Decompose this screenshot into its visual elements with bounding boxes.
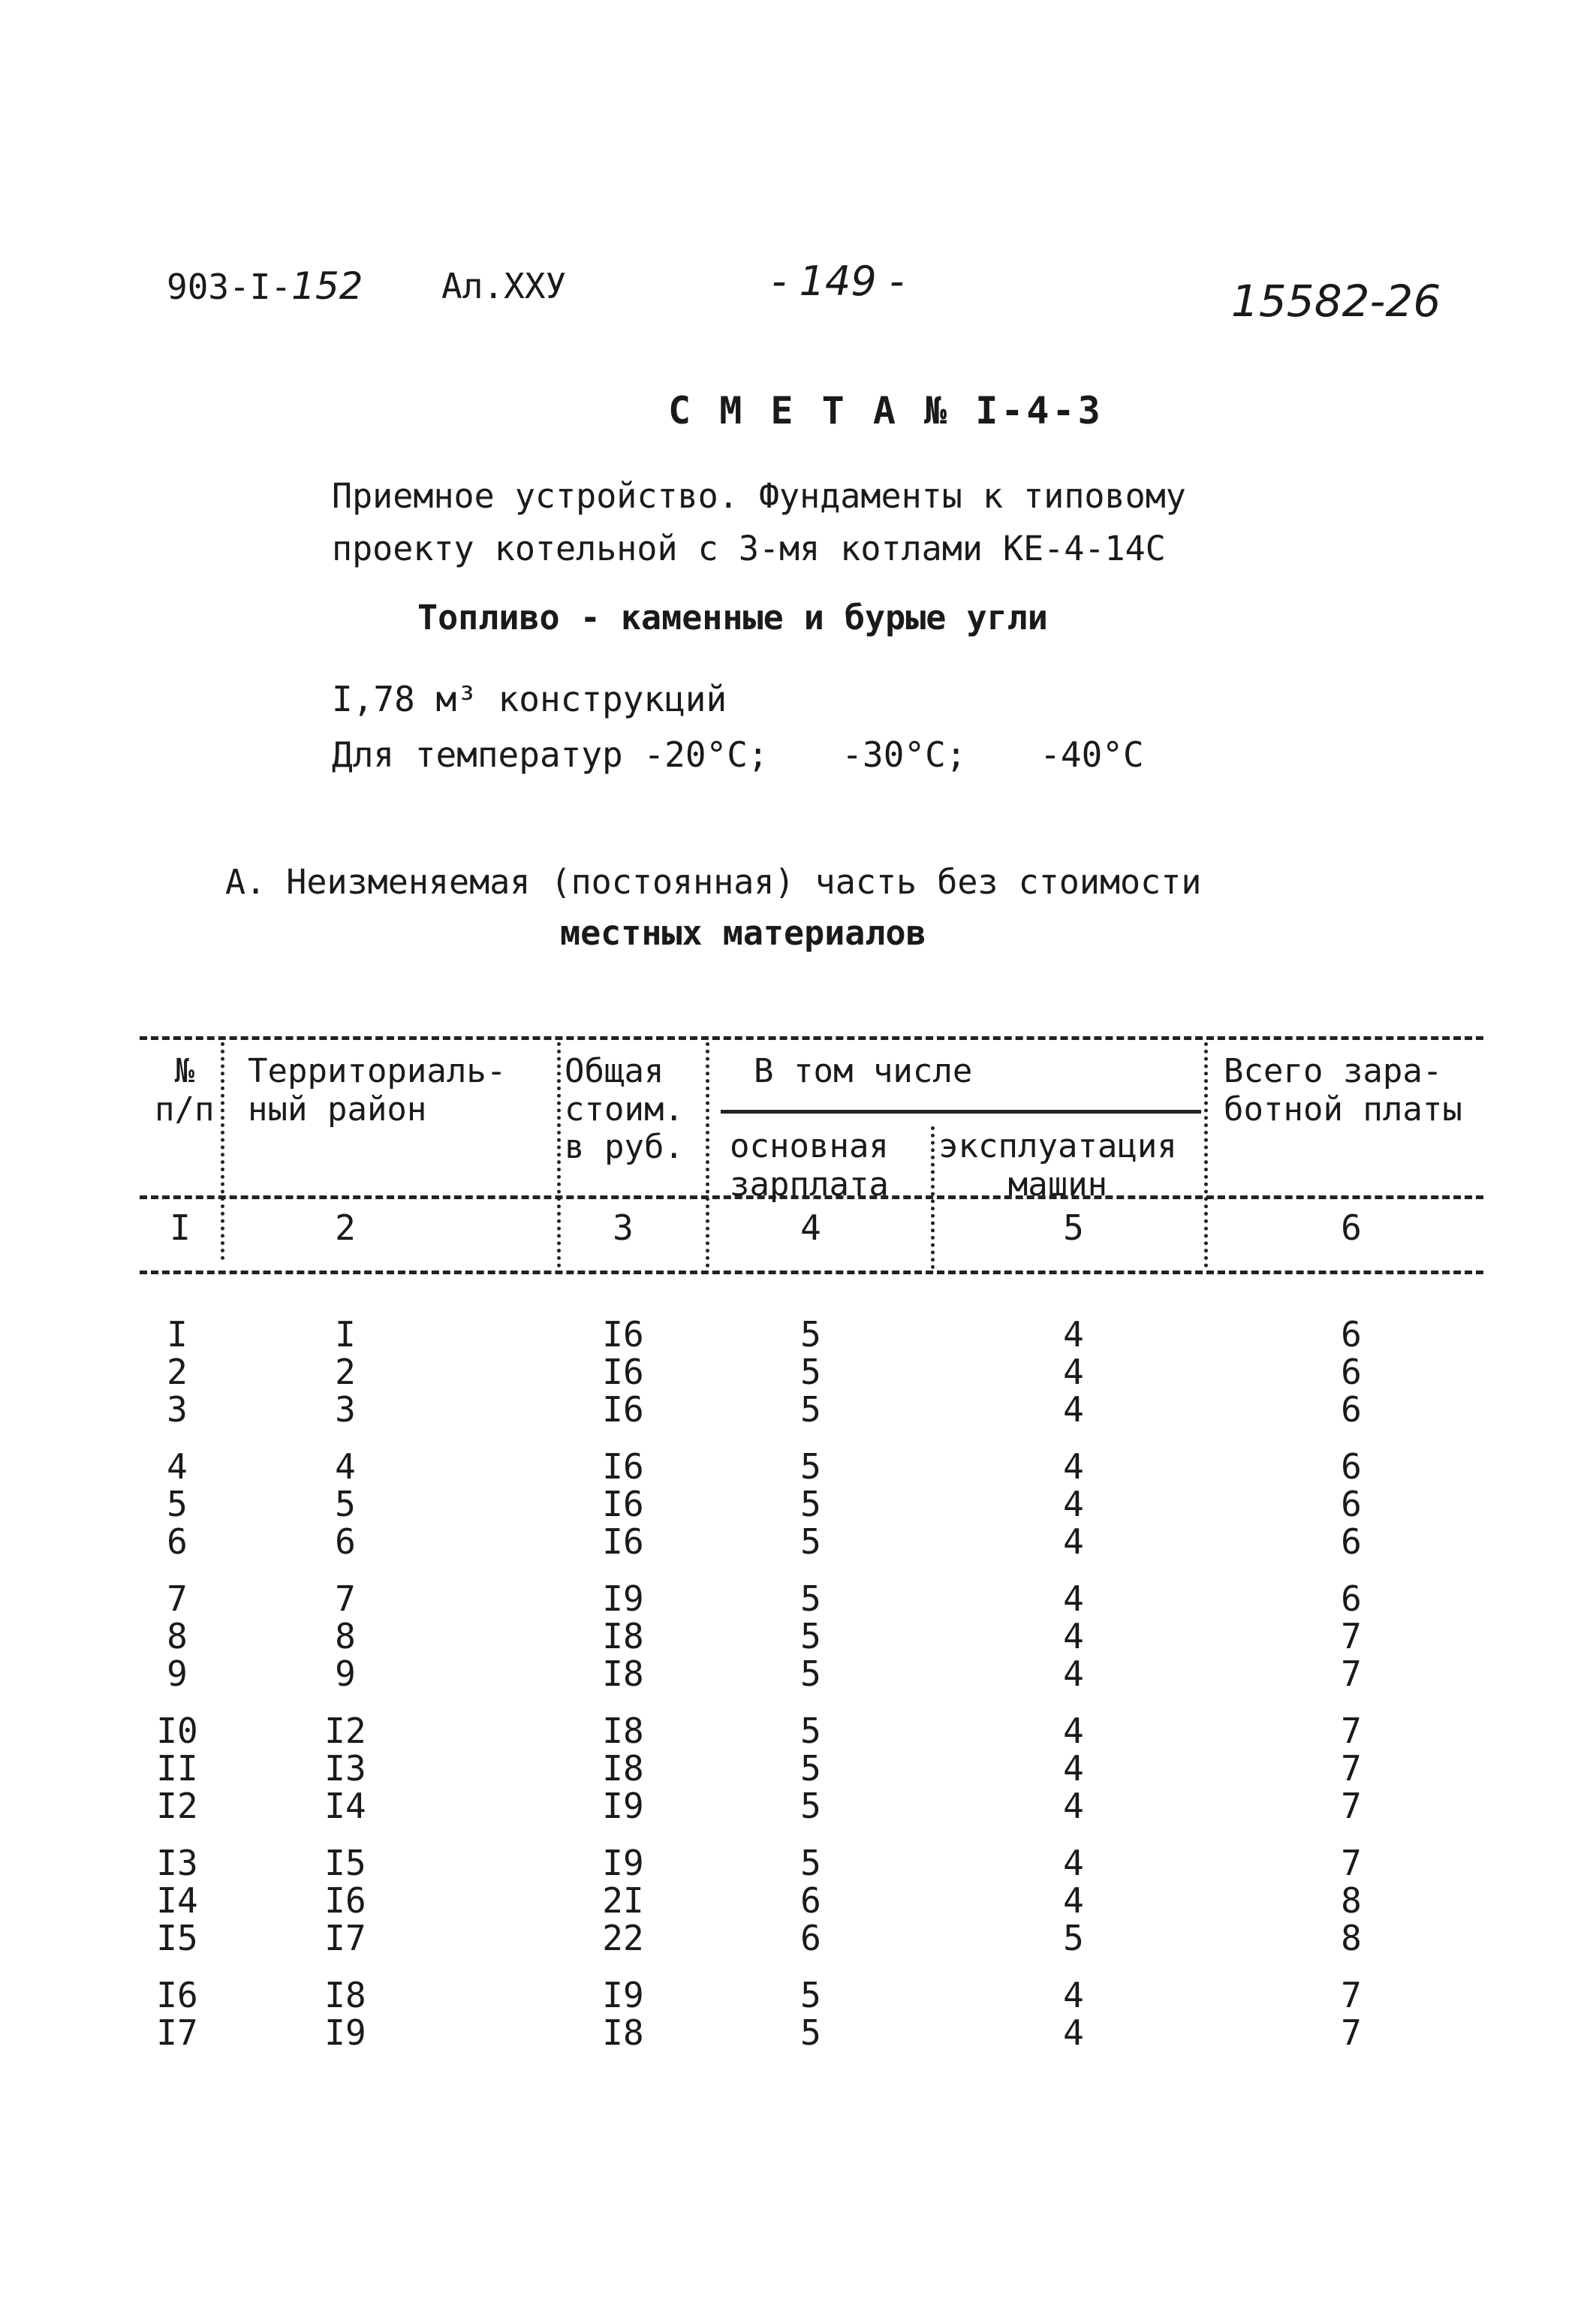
table-cell: 5 [800,1314,821,1355]
header-code [167,264,363,308]
table-cell: I8 [602,1653,644,1694]
page-number: - 149 - [772,258,905,305]
column-number-4: 4 [800,1207,821,1248]
table-cell: 4 [1063,1616,1084,1656]
table-cell: 7 [167,1578,188,1619]
estimate-title: С М Е Т А № I-4-3 [668,389,1104,433]
header-total-cost-line-3: в руб. [565,1128,684,1167]
table-cell: I8 [602,2012,644,2053]
table-cell: 9 [335,1653,356,1694]
header-total-salary [1224,1053,1462,1129]
table-cell: 7 [1341,1748,1362,1789]
table-cell: 7 [1341,1653,1362,1694]
col-sep-5 [1204,1042,1208,1268]
table-cell: I6 [602,1446,644,1487]
table-cell: 2 [167,1352,188,1392]
table-cell: 3 [335,1389,356,1430]
header-machine-operation-line-1: эксплуатация [938,1127,1177,1165]
header-col-number [155,1053,214,1129]
table-cell: 5 [1063,1918,1084,1958]
table-cell: 6 [1341,1314,1362,1355]
table-cell: 4 [1063,1653,1084,1694]
header-code-handwritten: 152 [291,264,363,308]
table-cell: I7 [156,2012,198,2053]
table-cell: I3 [324,1748,366,1789]
header-total-cost-line-2: стоим. [565,1090,684,1129]
table-cell: II [156,1748,198,1789]
header-base-salary [730,1128,889,1204]
column-numbers-rule [140,1271,1483,1274]
table-cell: I9 [602,1578,644,1619]
table-cell: 9 [167,1653,188,1694]
table-cell: I [167,1314,188,1355]
table-cell: 5 [800,2012,821,2053]
header-code-typed: 903-I- [167,267,292,307]
table-cell: 7 [1341,1843,1362,1883]
table-cell: 8 [167,1616,188,1656]
table-cell: 5 [800,1521,821,1562]
table-cell: 6 [800,1880,821,1921]
table-cell: 4 [1063,1446,1084,1487]
table-cell: I2 [156,1786,198,1826]
table-cell: 4 [1063,1786,1084,1826]
table-cell: I4 [324,1786,366,1826]
header-territory [248,1053,506,1129]
table-cell: 3 [167,1389,188,1430]
table-cell: I9 [602,1843,644,1883]
col-sep-2 [557,1042,561,1268]
table-cell: 5 [800,1748,821,1789]
table-cell: 4 [1063,1880,1084,1921]
table-cell: 7 [1341,1975,1362,2015]
group-header-rule [721,1110,1201,1114]
table-cell: 8 [1341,1880,1362,1921]
table-cell: 7 [1341,1786,1362,1826]
col-sep-3 [706,1042,709,1268]
table-cell: I6 [602,1389,644,1430]
column-number-3: 3 [613,1207,634,1248]
table-cell: 4 [1063,1578,1084,1619]
table-cell: I8 [324,1975,366,2015]
table-cell: I6 [324,1880,366,1921]
table-cell: 5 [800,1389,821,1430]
table-cell: 6 [167,1521,188,1562]
table-cell: 6 [335,1521,356,1562]
table-cell: I6 [602,1352,644,1392]
table-cell: 6 [1341,1578,1362,1619]
table-cell: 7 [1341,1616,1362,1656]
table-cell: 4 [1063,1748,1084,1789]
header-territory-line-1: Территориаль- [248,1052,507,1090]
col-sep-4 [931,1126,935,1269]
column-number-6: 6 [1341,1207,1362,1248]
header-total-cost [565,1053,684,1167]
table-cell: I9 [602,1786,644,1826]
table-cell: 5 [800,1786,821,1826]
header-col-number-line-1: № [174,1052,194,1090]
header-territory-line-2: ный район [248,1090,427,1129]
table-cell: 6 [1341,1484,1362,1524]
table-cell: 6 [800,1918,821,1958]
table-cell: I6 [602,1484,644,1524]
header-total-cost-line-1: Общая [565,1052,664,1090]
table-cell: 5 [800,1578,821,1619]
table-cell: 6 [1341,1352,1362,1392]
table-cell: 4 [1063,1389,1084,1430]
table-cell: 4 [1063,1484,1084,1524]
table-cell: 4 [1063,1521,1084,1562]
table-cell: I6 [156,1975,198,2015]
table-cell: I8 [602,1616,644,1656]
table-cell: I6 [602,1521,644,1562]
table-cell: I4 [156,1880,198,1921]
table-cell: 4 [1063,1352,1084,1392]
table-cell: 4 [167,1446,188,1487]
temperature-1: -20°С; [643,734,769,775]
table-cell: I5 [324,1843,366,1883]
header-base-salary-line-1: основная [730,1127,889,1165]
temperature-2: -30°С; [842,734,967,775]
header-machine-operation [938,1128,1177,1204]
volume-line: I,78 м³ конструкций [332,679,727,719]
table-cell: 4 [1063,1975,1084,2015]
table-top-rule [140,1036,1483,1040]
table-cell: 5 [800,1446,821,1487]
table-cell: 5 [800,1653,821,1694]
table-cell: 4 [1063,1843,1084,1883]
table-cell: I7 [324,1918,366,1958]
table-cell: 4 [335,1446,356,1487]
table-cell: I9 [602,1975,644,2015]
header-col-number-line-2: п/п [155,1090,215,1129]
subtitle-line-1: Приемное устройство. Фундаменты к типовому [332,476,1186,516]
table-cell: 5 [800,1352,821,1392]
table-cell: I3 [156,1843,198,1883]
table-cell: 8 [1341,1918,1362,1958]
header-base-salary-line-2: зарплата [730,1165,889,1204]
fuel-line: Топливо - каменные и бурые угли [417,598,1048,638]
table-cell: 2 [335,1352,356,1392]
table-cell: 6 [1341,1446,1362,1487]
table-cell: 5 [800,1484,821,1524]
table-cell: 5 [800,1843,821,1883]
section-heading-line-1: А. Неизменяемая (постоянная) часть без стоимости [225,862,1202,902]
table-cell: 5 [800,1711,821,1751]
header-total-salary-line-1: Всего зара- [1224,1052,1443,1090]
table-cell: 4 [1063,1711,1084,1751]
column-number-1: I [170,1207,191,1248]
subtitle-line-2: проекту котельной с 3-мя котлами КЕ-4-14С [332,529,1166,568]
table-cell: 5 [800,1616,821,1656]
section-heading-line-2: местных материалов [560,913,926,953]
table-cell: 6 [1341,1521,1362,1562]
album-number: Ал.XXУ [441,266,567,306]
table-cell: 7 [335,1578,356,1619]
table-cell: 5 [800,1975,821,2015]
table-cell: I6 [602,1314,644,1355]
table-cell: 5 [335,1484,356,1524]
table-cell: 7 [1341,2012,1362,2053]
table-cell: I5 [156,1918,198,1958]
table-cell: 22 [602,1918,644,1958]
table-cell: I [335,1314,356,1355]
table-cell: 4 [1063,1314,1084,1355]
table-cell: 7 [1341,1711,1362,1751]
table-cell: I9 [324,2012,366,2053]
temperatures-label: Для температур [332,734,623,775]
column-number-2: 2 [335,1207,356,1248]
temperature-3: -40°С [1040,734,1144,775]
table-cell: I0 [156,1711,198,1751]
table-cell: 8 [335,1616,356,1656]
table-cell: 2I [602,1880,644,1921]
col-sep-1 [221,1042,224,1260]
document-number: 15582-26 [1231,276,1441,327]
header-group-including: В том числе [754,1052,973,1090]
table-cell: 6 [1341,1389,1362,1430]
table-cell: 5 [167,1484,188,1524]
header-machine-operation-line-2: машин [1007,1165,1108,1204]
column-number-5: 5 [1063,1207,1084,1248]
header-total-salary-line-2: ботной платы [1224,1090,1462,1129]
table-cell: I8 [602,1748,644,1789]
table-cell: I2 [324,1711,366,1751]
temperatures-line [332,734,1144,775]
table-cell: 4 [1063,2012,1084,2053]
table-cell: I8 [602,1711,644,1751]
